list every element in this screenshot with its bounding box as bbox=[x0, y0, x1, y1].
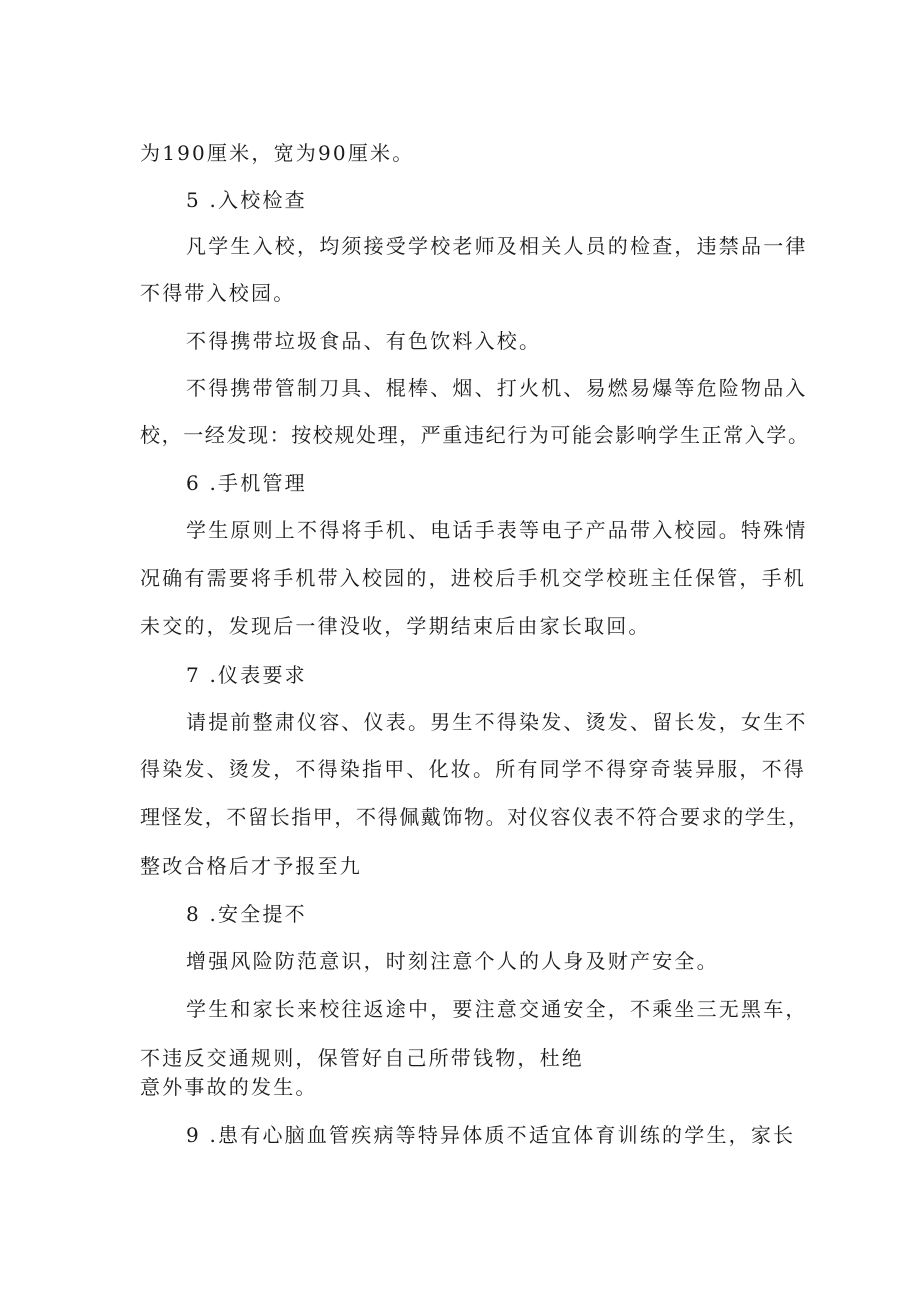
text-line: 学生原则上不得将手机、电话手表等电子产品带入校园。特殊情 bbox=[186, 518, 808, 542]
text-line: 学生和家长来校往返途中，要注意交通安全，不乘坐三无黑车， bbox=[186, 997, 808, 1021]
section-heading: 6 .手机管理 bbox=[186, 471, 307, 495]
text-line: 增强风险防范意识，时刻注意个人的人身及财产安全。 bbox=[186, 949, 719, 973]
text-line: 不得带入校园。 bbox=[140, 281, 296, 305]
text-line: 校，一经发现：按校规处理，严重违纪行为可能会影响学生正常入学。 bbox=[140, 423, 810, 447]
section-heading: 7 .仪表要求 bbox=[186, 663, 307, 687]
text-line: 请提前整肃仪容、仪表。男生不得染发、烫发、留长发，女生不 bbox=[186, 710, 808, 734]
text-line: 意外事故的发生。 bbox=[140, 1075, 318, 1099]
text-line: 得染发、烫发，不得染指甲、化妆。所有同学不得穿奇装异服，不得 bbox=[140, 757, 806, 781]
text-line: 不得携带管制刀具、棍棒、烟、打火机、易燃易爆等危险物品入 bbox=[186, 376, 808, 400]
text-line: 理怪发，不留长指甲，不得佩戴饰物。对仪容仪表不符合要求的学生， bbox=[140, 805, 810, 829]
section-heading: 9 .患有心脑血管疾病等特异体质不适宜体育训练的学生，家长 bbox=[186, 1123, 796, 1147]
text-line: 不违反交通规则，保管好自己所带钱物，杜绝 bbox=[140, 1046, 584, 1070]
text-line: 不得携带垃圾食品、有色饮料入校。 bbox=[186, 329, 542, 353]
text-line: 整改合格后才予报至九 bbox=[140, 854, 362, 878]
text-line: 况确有需要将手机带入校园的，进校后手机交学校班主任保管，手机 bbox=[140, 566, 806, 590]
section-heading: 5 .入校检查 bbox=[186, 188, 307, 212]
text-line: 凡学生入校，均须接受学校老师及相关人员的检查，违禁品一律 bbox=[186, 234, 808, 258]
text-line: 未交的，发现后一律没收，学期结束后由家长取回。 bbox=[140, 614, 651, 638]
section-heading: 8 .安全提不 bbox=[186, 902, 307, 926]
text-line: 为190厘米，宽为90厘米。 bbox=[140, 141, 415, 165]
